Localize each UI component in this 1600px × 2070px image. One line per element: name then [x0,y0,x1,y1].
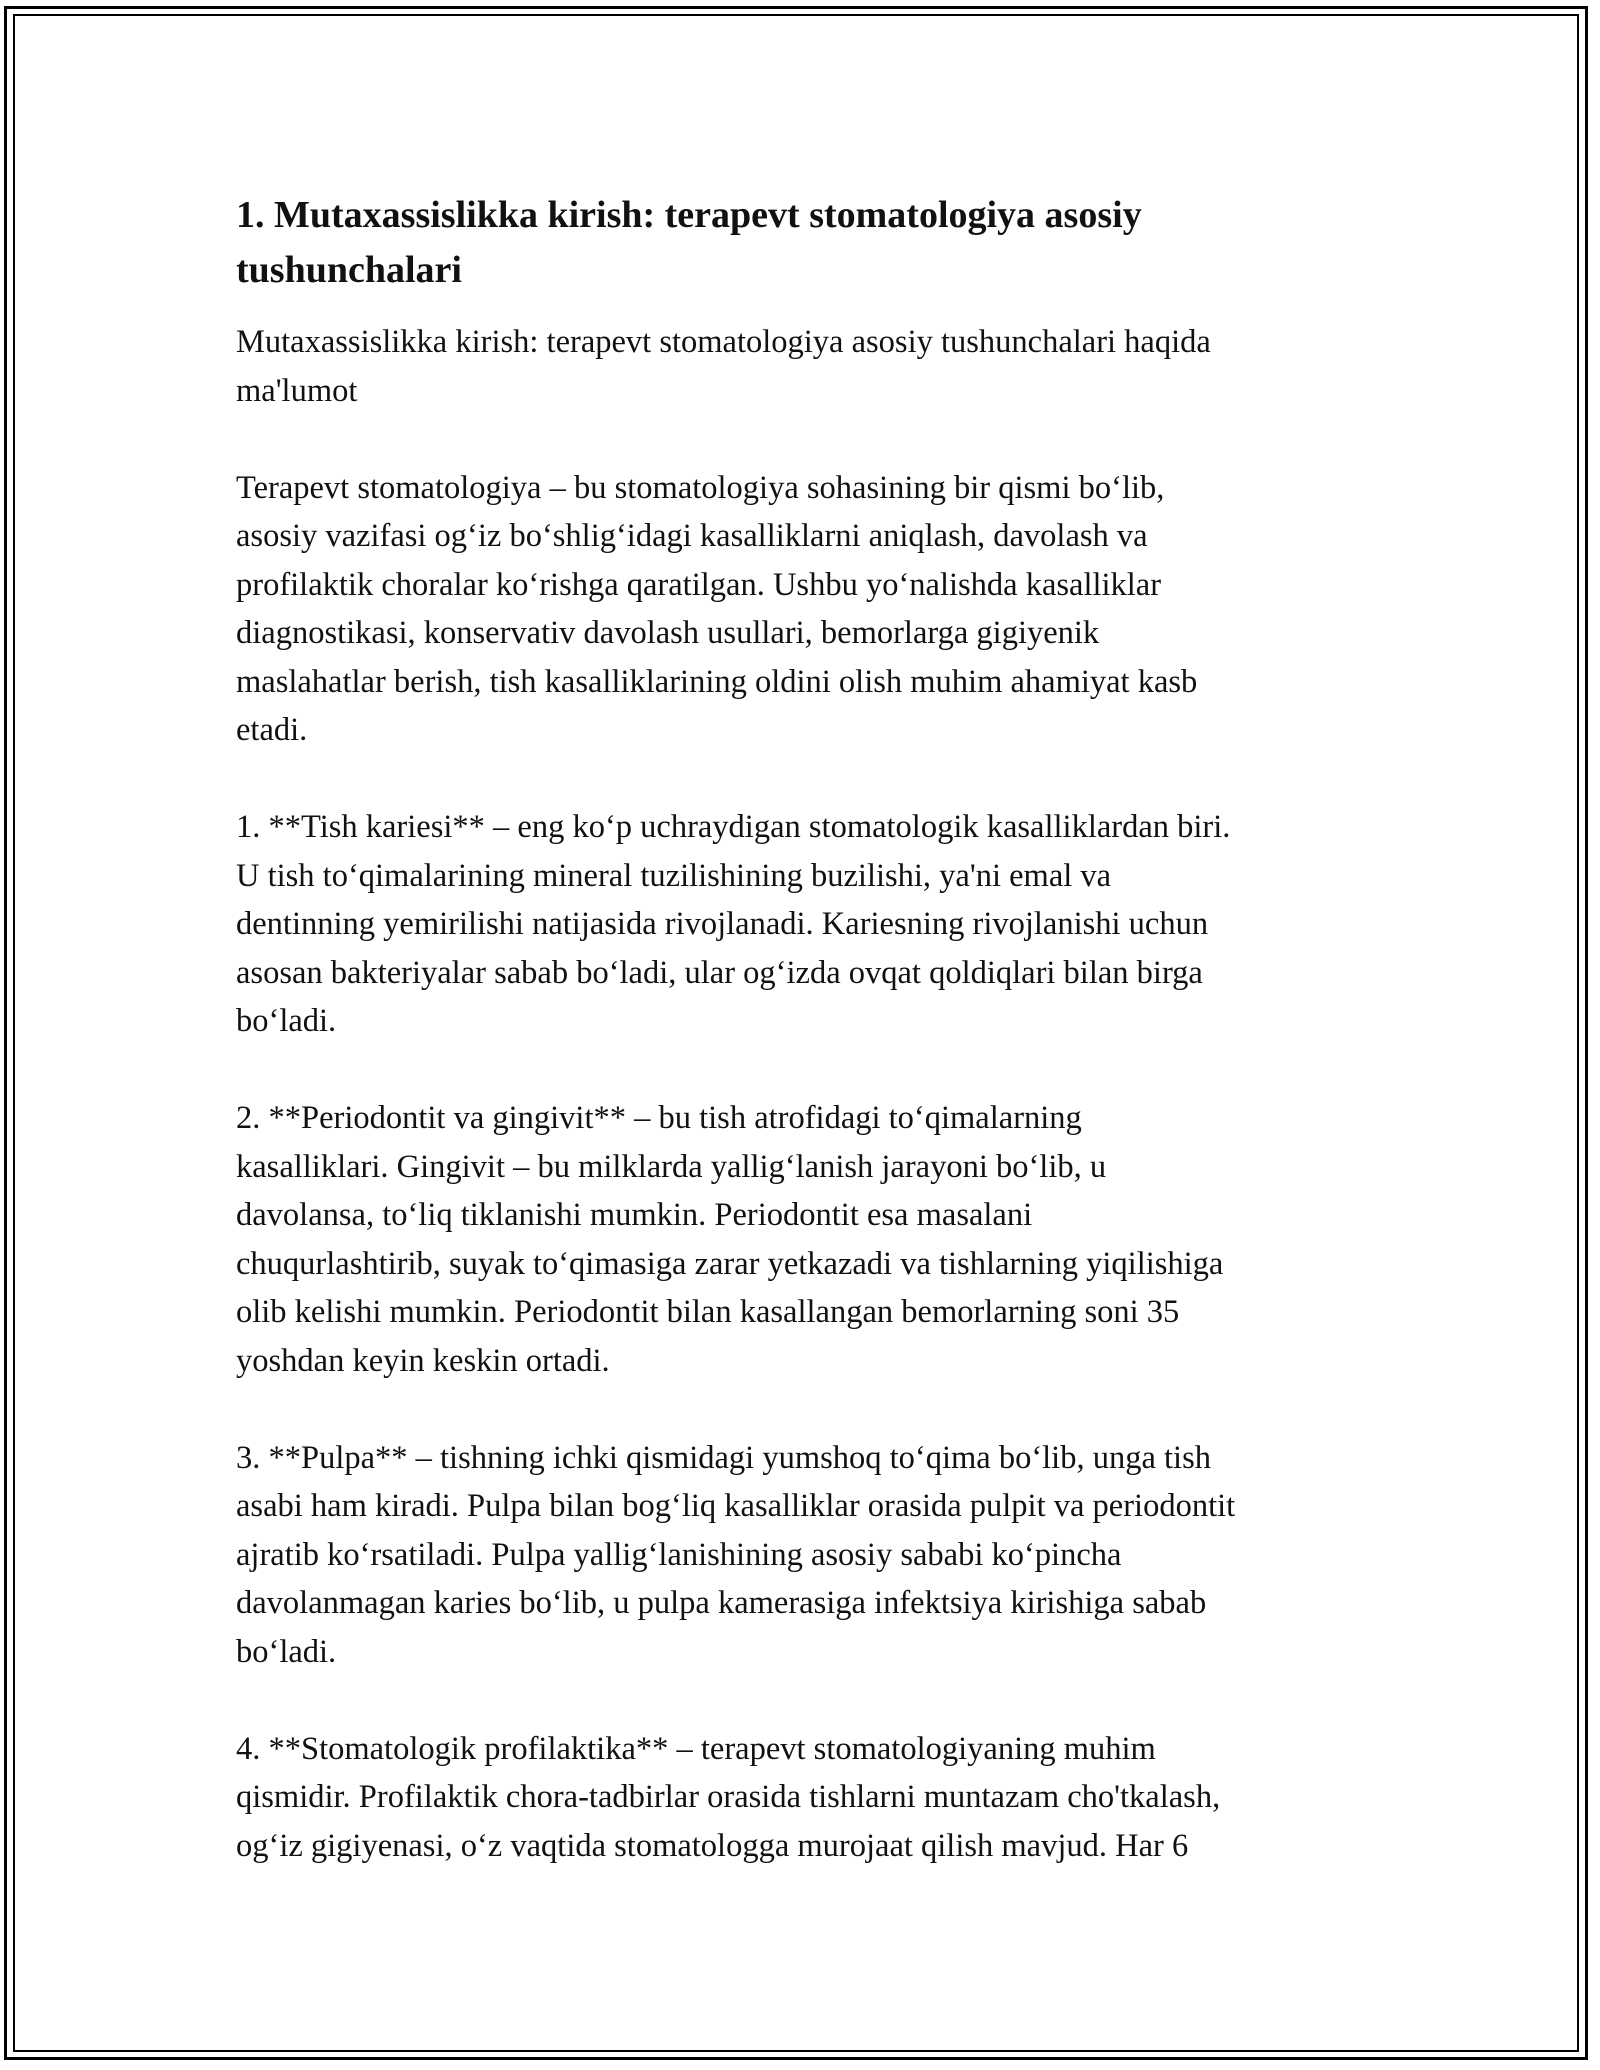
text-line: olib kelishi mumkin. Periodontit bilan kasallangan bemorlarning soni 35 [236,1294,1180,1330]
text-line: diagnostikasi, konservativ davolash usullari, bemorlarga gigiyenik [236,615,1100,651]
list-item-pulp [236,1434,1376,1677]
text-line: asosan bakteriyalar sabab bo‘ladi, ular og‘izda ovqat qoldiqlari bilan birga [236,954,1203,991]
text-line: Terapevt stomatologiya – bu stomatologiya sohasining bir qismi bo‘lib, [236,469,1165,506]
text-line: ajratib ko‘rsatiladi. Pulpa yallig‘lanishining asosiy sababi ko‘pincha [236,1536,1122,1573]
list-item-caries [236,803,1376,1046]
text-line: profilaktik choralar ko‘rishga qaratilgan. Ushbu yo‘nalishda kasalliklar [236,566,1162,603]
text-line: qismidir. Profilaktik chora-tadbirlar orasida tishlarni muntazam cho'tkalash, [236,1779,1221,1815]
paragraph-definition [236,464,1376,755]
text-line: Mutaxassislikka kirish: terapevt stomatologiya asosiy tushunchalari haqida [236,324,1211,360]
text-line: bo‘ladi. [236,1633,337,1670]
list-item-periodontitis [236,1094,1376,1385]
text-line: dentinning yemirilishi natijasida rivojlanadi. Kariesning rivojlanishi uchun [236,906,1209,942]
text-line: 3. **Pulpa** – tishning ichki qismidagi yumshoq to‘qima bo‘lib, unga tish [236,1439,1211,1476]
text-line: davolanmagan karies bo‘lib, u pulpa kamerasiga infektsiya kirishiga sabab [236,1585,1207,1621]
text-line: etadi. [236,712,308,748]
list-item-prophylaxis [236,1725,1376,1871]
intro-subtitle [236,318,1376,415]
text-line: og‘iz gigiyenasi, o‘z vaqtida stomatologga murojaat qilish mavjud. Har 6 [236,1827,1189,1864]
text-line: maslahatlar berish, tish kasalliklarining oldini olish muhim ahamiyat kasb [236,663,1198,700]
text-line: asabi ham kiradi. Pulpa bilan bog‘liq kasalliklar orasida pulpit va periodontit [236,1488,1236,1524]
text-line: ma'lumot [236,372,358,409]
text-line: kasalliklari. Gingivit – bu milklarda yallig‘lanish jarayoni bo‘lib, u [236,1148,1107,1185]
text-line: yoshdan keyin keskin ortadi. [236,1342,610,1379]
text-line: 2. **Periodontit va gingivit** – bu tish atrofidagi to‘qimalarning [236,1100,1082,1136]
text-line: 1. **Tish kariesi** – eng ko‘p uchraydigan stomatologik kasalliklardan biri. [236,809,1231,845]
text-line: bo‘ladi. [236,1003,337,1039]
document-title [236,188,1376,298]
text-line: 4. **Stomatologik profilaktika** – terapevt stomatologiyaning muhim [236,1730,1156,1767]
title-line: tushunchalari [236,249,462,291]
text-line: chuqurlashtirib, suyak to‘qimasiga zarar yetkazadi va tishlarning yiqilishiga [236,1245,1224,1282]
title-line: 1. Mutaxassislikka kirish: terapevt stomatologiya asosiy [236,194,1142,236]
text-line: U tish to‘qimalarining mineral tuzilishining buzilishi, ya'ni emal va [236,857,1112,894]
text-line: asosiy vazifasi og‘iz bo‘shlig‘idagi kasalliklarni aniqlash, davolash va [236,518,1148,554]
text-line: davolansa, to‘liq tiklanishi mumkin. Periodontit esa masalani [236,1197,1033,1233]
document-body [236,188,1376,1870]
